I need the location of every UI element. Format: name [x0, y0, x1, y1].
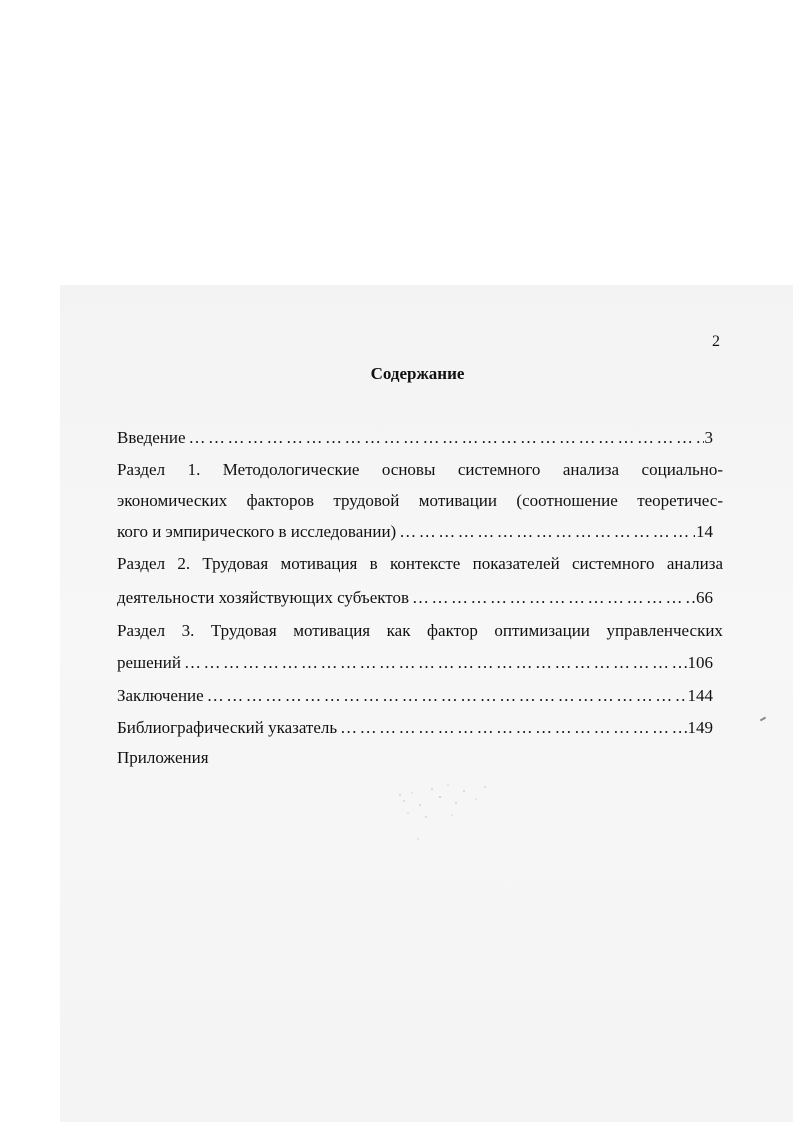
word: Трудовая	[210, 621, 277, 640]
word: 3.	[181, 621, 195, 640]
toc-entry-label: Библиографический указатель	[117, 718, 338, 737]
word: в	[369, 554, 378, 573]
toc-page-number: 3	[704, 428, 713, 447]
page-title: Содержание	[370, 364, 465, 383]
toc-entry-label: Заключение	[117, 686, 204, 705]
toc-page-number: 66	[696, 588, 713, 607]
page-number: 2	[712, 333, 720, 350]
word: трудовой	[333, 491, 400, 510]
toc-entry-section1-line1[interactable]	[117, 457, 723, 483]
toc-entry-label: деятельности хозяйствующих субъектов	[117, 588, 410, 607]
word: системного	[457, 460, 541, 479]
toc-entry-label: кого и эмпирического в исследовании)	[117, 522, 397, 541]
toc-entry-section1-line2[interactable]	[117, 488, 723, 514]
dot-leader	[181, 650, 687, 676]
word: как	[386, 621, 411, 640]
word: факторов	[246, 491, 314, 510]
word: мотивация	[293, 621, 371, 640]
word: Трудовая	[202, 554, 269, 573]
word: основы	[381, 460, 436, 479]
word: анализа	[562, 460, 620, 479]
toc-entry-label: Введение	[117, 428, 186, 447]
word: управленческих	[606, 621, 723, 640]
toc-entry-section2-line1[interactable]	[117, 551, 723, 577]
dot-leader	[186, 425, 704, 451]
toc-entry-section3-line1[interactable]	[117, 618, 723, 644]
dot-leader	[204, 683, 687, 709]
word: системного	[571, 554, 655, 573]
word: фактор	[427, 621, 478, 640]
word: контексте	[389, 554, 461, 573]
dot-leader	[409, 585, 695, 611]
word: 1.	[187, 460, 201, 479]
word: показателей	[472, 554, 560, 573]
word: оптимизации	[494, 621, 590, 640]
toc-entry-label: решений	[117, 653, 181, 672]
toc-page-number: 144	[687, 686, 713, 705]
word: Раздел	[117, 554, 166, 573]
word: Раздел	[117, 460, 166, 479]
toc-entry-intro[interactable]	[117, 425, 713, 451]
dot-leader	[337, 715, 686, 741]
toc-page-number: 149	[687, 718, 713, 737]
word: экономических	[117, 491, 228, 510]
word: 2.	[177, 554, 191, 573]
toc-entry-bibliography[interactable]	[117, 715, 713, 741]
word: Раздел	[117, 621, 166, 640]
word: мотивация	[280, 554, 358, 573]
scan-smudge	[390, 775, 510, 845]
toc-page-number: 14	[696, 522, 713, 541]
toc-entry-conclusion[interactable]	[117, 683, 713, 709]
word: теоретичес-	[637, 491, 723, 510]
toc-entry-appendices[interactable]	[117, 745, 723, 771]
word: Методологические	[222, 460, 360, 479]
word: социально-	[641, 460, 723, 479]
toc-entry-section2-line2[interactable]	[117, 585, 713, 611]
toc-entry-section1-line3[interactable]	[117, 519, 713, 545]
toc-entry-section3-line2[interactable]	[117, 650, 713, 676]
toc-page-number: 106	[687, 653, 713, 672]
word: (соотношение	[516, 491, 618, 510]
word: анализа	[666, 554, 723, 573]
word: мотивации	[418, 491, 497, 510]
toc-entry-label: Приложения	[117, 748, 209, 767]
dot-leader	[396, 519, 695, 545]
